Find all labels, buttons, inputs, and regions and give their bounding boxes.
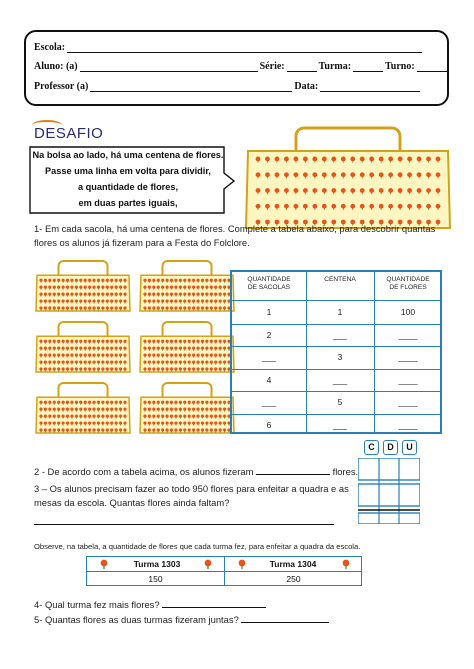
question-1-line-2: flores os alunos já fizeram para a Festa do Folclore. bbox=[34, 237, 250, 248]
question-5: 5- Quantas flores as duas turmas fizeram juntas? bbox=[34, 613, 329, 626]
table-cell[interactable]: ___ bbox=[261, 397, 277, 407]
data-label: Data: bbox=[294, 81, 319, 92]
quantity-table bbox=[230, 270, 442, 434]
big-bag-image bbox=[244, 126, 452, 230]
student-header-box bbox=[24, 30, 449, 106]
question-2-answer[interactable] bbox=[256, 465, 330, 475]
cdu-subtraction-grid[interactable] bbox=[358, 458, 420, 524]
aluno-field[interactable] bbox=[80, 63, 258, 72]
professor-field[interactable] bbox=[90, 83, 292, 92]
question-3-answer-line[interactable] bbox=[34, 524, 334, 525]
turma-label: Turma: bbox=[318, 61, 352, 72]
escola-label: Escola: bbox=[34, 42, 66, 53]
table-divider bbox=[232, 324, 440, 325]
header-centena: CENTENA bbox=[324, 276, 356, 283]
table-cell[interactable]: ____ bbox=[398, 352, 418, 362]
desafio-line-3: a quantidade de flores, bbox=[77, 182, 179, 192]
table-cell: 5 bbox=[337, 397, 343, 407]
question-4-answer[interactable] bbox=[162, 598, 266, 608]
small-bag-5 bbox=[34, 381, 132, 435]
question-3-line-2: mesas da escola. Quantas flores ainda faltam? bbox=[34, 497, 230, 508]
table-cell[interactable]: ___ bbox=[332, 374, 348, 385]
table-cell: 100 bbox=[400, 307, 416, 317]
turno-field[interactable] bbox=[417, 63, 447, 72]
desafio-line-4: em duas partes iguais, bbox=[78, 198, 178, 208]
professor-label: Professor (a) bbox=[34, 81, 89, 92]
table-cell: 6 bbox=[266, 419, 272, 430]
observe-text: Observe, na tabela, a quantidade de flores que cada turma fez, para enfeitar a quadra da escola. bbox=[34, 542, 361, 551]
table-divider bbox=[232, 369, 440, 370]
table-cell[interactable]: ____ bbox=[398, 397, 418, 407]
turma-table bbox=[86, 556, 362, 586]
swoosh-icon bbox=[32, 120, 62, 130]
turma-field[interactable] bbox=[353, 63, 383, 72]
serie-label: Série: bbox=[259, 61, 285, 72]
escola-row bbox=[34, 42, 424, 53]
flower-icon bbox=[341, 559, 351, 569]
desafio-logo: DESAFIO bbox=[34, 125, 103, 142]
turma-1304-header: Turma 1304 bbox=[269, 559, 317, 569]
table-cell: 1 bbox=[266, 307, 272, 317]
turma-1304-value: 250 bbox=[286, 574, 301, 584]
table-divider bbox=[232, 346, 440, 347]
small-bag-2 bbox=[138, 259, 236, 313]
table-cell: 4 bbox=[266, 374, 272, 385]
cdu-letter-d: D bbox=[383, 440, 398, 455]
header-quantidade-sacolas: QUANTIDADE DE SACOLAS bbox=[247, 276, 291, 291]
question-5-answer[interactable] bbox=[241, 613, 329, 623]
data-field[interactable] bbox=[320, 83, 420, 92]
question-2: 2 - De acordo com a tabela acima, os alunos fizeram flores. bbox=[34, 466, 359, 477]
professor-row bbox=[34, 81, 422, 92]
desafio-line-1: Na bolsa ao lado, há uma centena de flores. bbox=[32, 150, 224, 160]
question-3-line-1: 3 – Os alunos precisam fazer ao todo 950 flores para enfeitar a quadra e as bbox=[34, 483, 349, 494]
escola-field[interactable] bbox=[67, 44, 422, 53]
turma-1303-header: Turma 1303 bbox=[133, 559, 181, 569]
desafio-line-2: Passe uma linha em volta para dividir, bbox=[45, 166, 211, 176]
header-quantidade-flores: QUANTIDADE DE FLORES bbox=[386, 276, 430, 291]
table-divider bbox=[232, 414, 440, 415]
desafio-callout bbox=[28, 145, 236, 215]
table-cell[interactable]: ___ bbox=[261, 352, 277, 362]
table-cell[interactable]: ___ bbox=[332, 419, 348, 430]
small-bag-1 bbox=[34, 259, 132, 313]
table-cell: 2 bbox=[266, 329, 272, 340]
table-cell: 3 bbox=[337, 352, 343, 362]
small-bag-3 bbox=[34, 320, 132, 374]
flower-icon bbox=[203, 559, 213, 569]
table-divider bbox=[232, 300, 440, 301]
table-cell[interactable]: ____ bbox=[398, 419, 418, 430]
serie-field[interactable] bbox=[287, 63, 317, 72]
cdu-letter-c: C bbox=[364, 440, 379, 455]
small-bag-4 bbox=[138, 320, 236, 374]
table-cell: 1 bbox=[337, 307, 343, 317]
table-cell[interactable]: ___ bbox=[332, 329, 348, 340]
table-cell[interactable]: ____ bbox=[398, 374, 418, 385]
aluno-row bbox=[34, 61, 449, 72]
turno-label: Turno: bbox=[385, 61, 415, 72]
cdu-letter-u: U bbox=[402, 440, 417, 455]
aluno-label: Aluno: (a) bbox=[34, 61, 78, 72]
question-1-line-1: 1- Em cada sacola, há uma centena de flores. Complete a tabela abaixo, para descobrir quantas bbox=[34, 223, 436, 234]
table-cell[interactable]: ____ bbox=[398, 329, 418, 340]
turma-1303-value: 150 bbox=[148, 574, 163, 584]
question-4: 4- Qual turma fez mais flores? bbox=[34, 598, 266, 611]
table-divider bbox=[232, 391, 440, 392]
small-bag-6 bbox=[138, 381, 236, 435]
